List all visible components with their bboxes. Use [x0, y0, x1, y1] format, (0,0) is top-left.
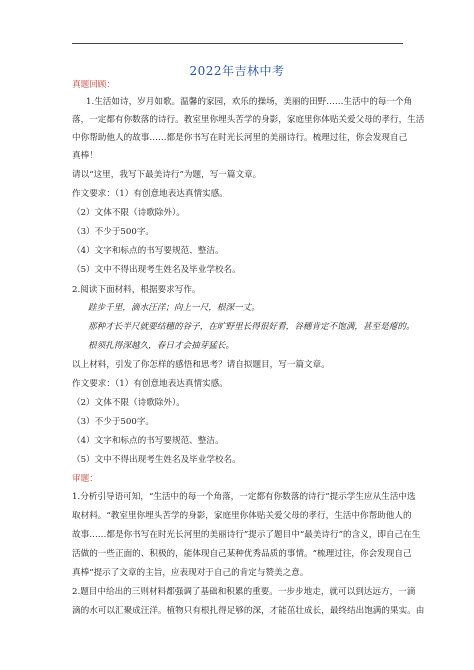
req1-line: 作文要求：（1）有创意地表达真情实感。 — [72, 189, 228, 199]
req1-line: （2）文体不限（诗歌除外）。 — [72, 208, 185, 218]
p1-line: 真棒！ — [72, 151, 98, 161]
req2-line: （2）文体不限（诗歌除外）。 — [72, 398, 185, 408]
prompt-1: 请以“这里，我写下最美诗行”为题，写一篇文章。 — [72, 170, 262, 180]
p2-heading: 2.阅读下面材料，根据要求写作。 — [72, 285, 201, 295]
analysis1-line: 取材料。“教室里你埋头苦学的身影，家庭里你体贴关爱父母的孝行，生活中你帮助他人的 — [72, 511, 412, 521]
poem-line: 跬步千里，滴水汪洋；向上一尺，根深一丈。 — [88, 303, 260, 313]
analysis2-line: 滴的水可以汇聚成汪洋。植物只有根扎得足够的深，才能茁壮成长，最终结出饱满的果实。由 — [72, 606, 425, 616]
header-rule — [72, 43, 403, 44]
p1-line: 1.生活如诗，岁月如歌。温馨的家园，欢乐的操场，美丽的田野……生活中的每一个角 — [86, 97, 413, 107]
p1-line: 中你帮助他人的故事……都是你书写在时光长河里的美丽诗行。梳理过往，你会发现自己 — [72, 133, 408, 143]
analysis1-line: 故事……都是你书写在时光长河里的美丽诗行”提示了题目中“最美诗行”的含义，即自己在生 — [72, 530, 421, 540]
section-heading-review: 真题回顾： — [72, 80, 115, 90]
poem-line: 那种才长半尺就要结穗的谷子，在旷野里长得很好看，谷穗肯定不饱满，甚至是瘪的。 — [88, 322, 415, 332]
req2-line: （3）不少于500字。 — [72, 417, 155, 427]
poem-line: 根须扎得深越久，春日才会抽芽猛长。 — [88, 341, 235, 351]
p1-line: 落，一定都有你数落的诗行。教室里你埋头苦学的身影，家庭里你体贴关爱父母的孝行，生活 — [72, 115, 425, 125]
analysis2-line: 2.题目中给出的三则材料都强调了基础和积累的重要。一步步地走，就可以到达远方，一滴 — [72, 587, 416, 597]
analysis1-line: 真棒”提示了文章的主旨，应表现对于自己的肯定与赞美之意。 — [72, 568, 309, 578]
req2-line: （5）文中不得出现考生姓名及毕业学校名。 — [72, 455, 241, 465]
req2-line: 作文要求：（1）有创意地表达真情实感。 — [72, 379, 228, 389]
req1-line: （5）文中不得出现考生姓名及毕业学校名。 — [72, 265, 241, 275]
analysis1-line: 1.分析引导语可知，“生活中的每一个角落，一定都有你数落的诗行”提示学生应从生活中选 — [72, 492, 416, 502]
prompt-2: 以上材料，引发了你怎样的感悟和思考？请自拟题目，写一篇文章。 — [72, 360, 330, 370]
page-title: 2022年吉林中考 — [189, 64, 285, 78]
req1-line: （4）文字和标点的书写要规范、整洁。 — [72, 246, 224, 256]
req1-line: （3）不少于500字。 — [72, 227, 155, 237]
analysis1-line: 活做的一些正面的、积极的，能体现自己某种优秀品质的事情。“梳理过往，你会发现自己 — [72, 549, 412, 559]
req2-line: （4）文字和标点的书写要规范、整洁。 — [72, 436, 224, 446]
section-heading-analysis: 审题： — [72, 474, 98, 484]
